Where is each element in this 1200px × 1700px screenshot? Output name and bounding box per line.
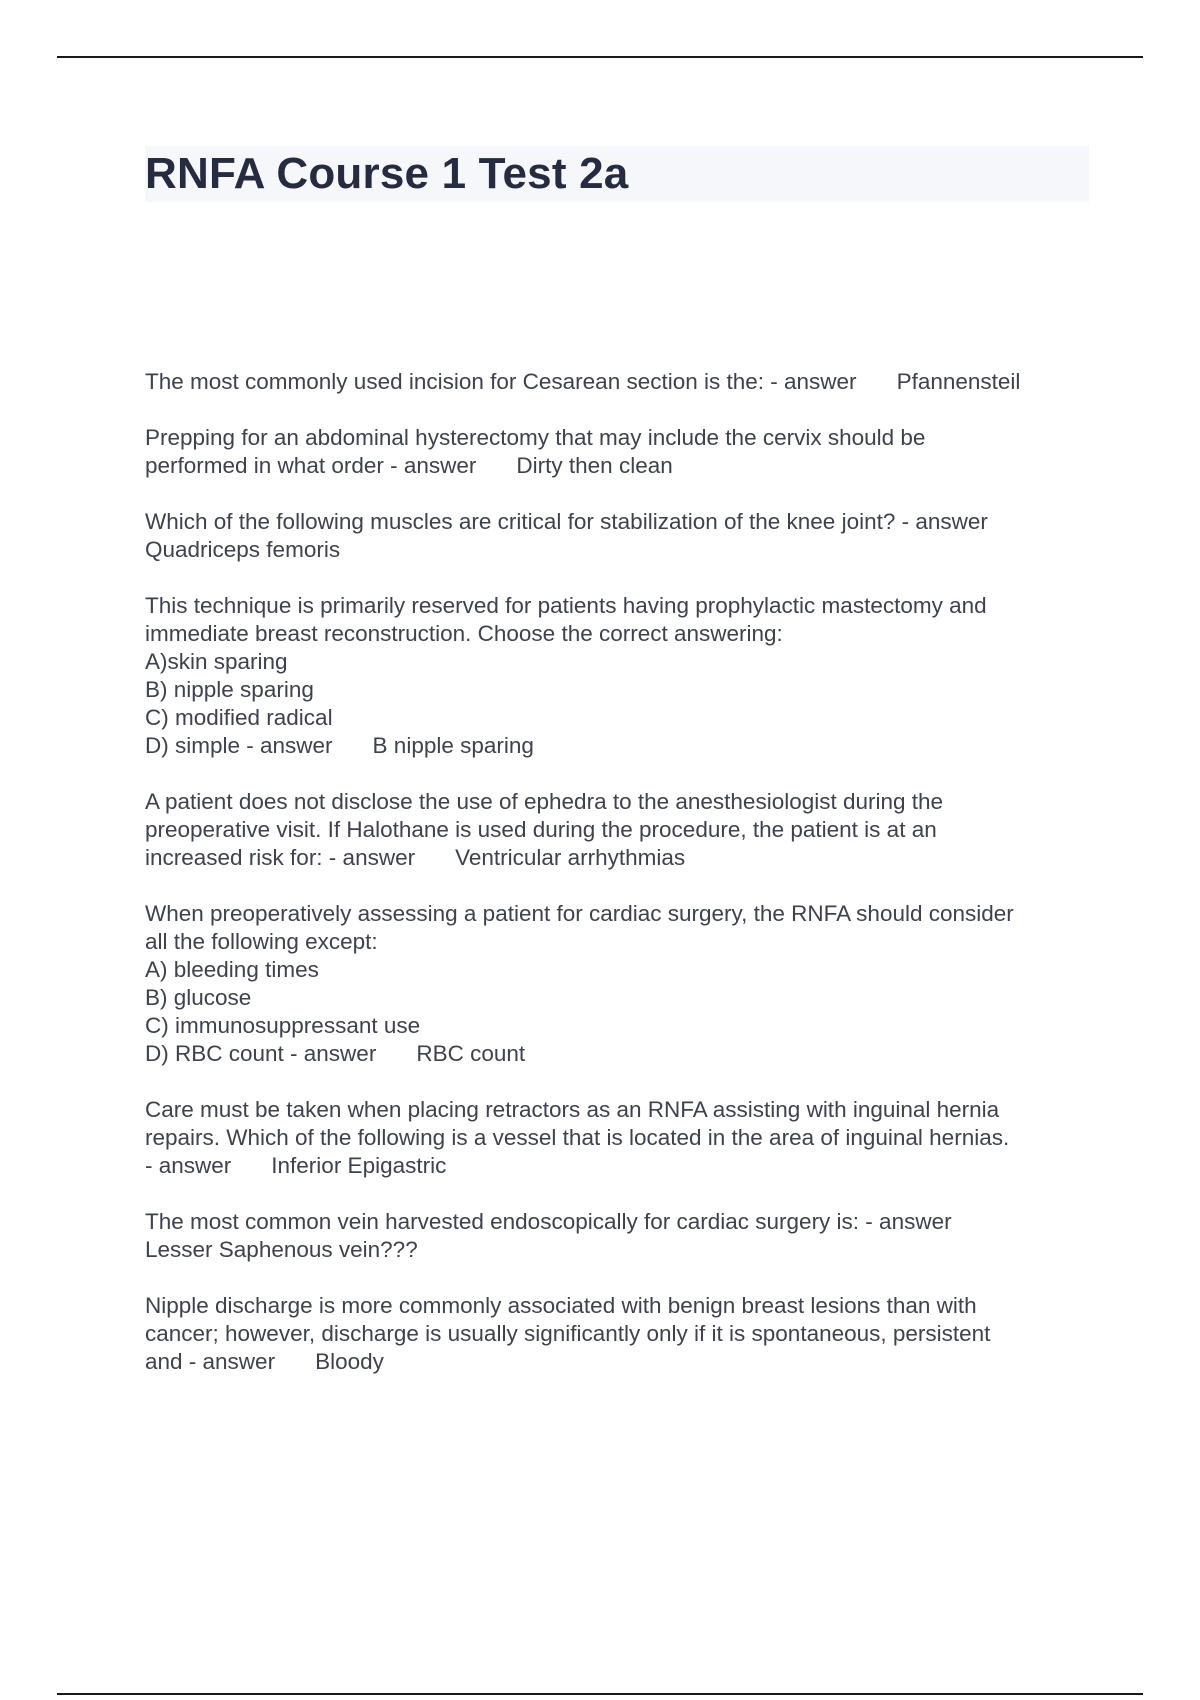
question-text: D) simple - answer (145, 733, 333, 758)
question-text: - answer (145, 1153, 232, 1178)
qa-line (145, 704, 1095, 732)
question-text: A patient does not disclose the use of ephedra to the anesthesiologist during the (145, 789, 944, 814)
qa-line (145, 1292, 1095, 1320)
qa-line (145, 984, 1095, 1012)
question-text: cancer; however, discharge is usually significantly only if it is spontaneous, persistent (145, 1321, 991, 1346)
question-text: immediate breast reconstruction. Choose the correct answering: (145, 621, 783, 646)
qa-item (145, 424, 1095, 480)
question-text: preoperative visit. If Halothane is used during the procedure, the patient is at an (145, 817, 937, 842)
qa-line (145, 1012, 1095, 1040)
answer-text: Dirty then clean (516, 453, 673, 478)
question-text: increased risk for: - answer (145, 845, 416, 870)
qa-line (145, 508, 1095, 536)
qa-line (145, 1348, 1095, 1376)
question-text: C) modified radical (145, 705, 333, 730)
question-text: all the following except: (145, 929, 378, 954)
qa-line (145, 452, 1095, 480)
question-text: Prepping for an abdominal hysterectomy that may include the cervix should be (145, 425, 926, 450)
question-text: Which of the following muscles are critical for stabilization of the knee joint? - answer (145, 509, 988, 534)
qa-item (145, 368, 1095, 396)
qa-line (145, 844, 1095, 872)
qa-line (145, 1096, 1095, 1124)
bottom-rule (57, 1693, 1143, 1695)
qa-line (145, 928, 1095, 956)
qa-line (145, 368, 1095, 396)
page-title: RNFA Course 1 Test 2a (145, 149, 629, 198)
qa-item (145, 1096, 1095, 1180)
question-text: A)skin sparing (145, 649, 288, 674)
question-text: repairs. Which of the following is a vessel that is located in the area of inguinal hernias. (145, 1125, 1010, 1150)
top-rule (57, 56, 1143, 58)
qa-line (145, 900, 1095, 928)
answer-text: Inferior Epigastric (271, 1153, 447, 1178)
question-text: Nipple discharge is more commonly associated with benign breast lesions than with (145, 1293, 977, 1318)
question-text: Care must be taken when placing retractors as an RNFA assisting with inguinal hernia (145, 1097, 1000, 1122)
qa-item (145, 788, 1095, 872)
qa-line (145, 676, 1095, 704)
qa-line (145, 732, 1095, 760)
answer-text: RBC count (416, 1041, 526, 1066)
qa-line (145, 648, 1095, 676)
qa-item (145, 592, 1095, 760)
question-text: The most commonly used incision for Cesarean section is the: - answer (145, 369, 857, 394)
qa-list (145, 368, 1095, 1404)
question-text: C) immunosuppressant use (145, 1013, 421, 1038)
answer-text: Bloody (315, 1349, 384, 1374)
answer-text: Pfannensteil (896, 369, 1021, 394)
question-text: B) glucose (145, 985, 252, 1010)
question-text: D) RBC count - answer (145, 1041, 377, 1066)
qa-line (145, 592, 1095, 620)
answer-text: Ventricular arrhythmias (455, 845, 686, 870)
question-text: B) nipple sparing (145, 677, 314, 702)
qa-line (145, 816, 1095, 844)
qa-line (145, 1236, 1095, 1264)
qa-line (145, 1152, 1095, 1180)
qa-item (145, 900, 1095, 1068)
question-text: This technique is primarily reserved for patients having prophylactic mastectomy and (145, 593, 987, 618)
qa-item (145, 508, 1095, 564)
answer-text: B nipple sparing (372, 733, 534, 758)
qa-line (145, 1124, 1095, 1152)
question-text: A) bleeding times (145, 957, 319, 982)
question-text: Lesser Saphenous vein??? (145, 1237, 418, 1262)
qa-line (145, 1040, 1095, 1068)
qa-item (145, 1292, 1095, 1376)
qa-item (145, 1208, 1095, 1264)
qa-line (145, 536, 1095, 564)
qa-line (145, 424, 1095, 452)
qa-line (145, 1320, 1095, 1348)
question-text: and - answer (145, 1349, 276, 1374)
question-text: performed in what order - answer (145, 453, 477, 478)
question-text: When preoperatively assessing a patient for cardiac surgery, the RNFA should consider (145, 901, 1014, 926)
qa-line (145, 788, 1095, 816)
question-text: Quadriceps femoris (145, 537, 341, 562)
qa-line (145, 956, 1095, 984)
qa-line (145, 620, 1095, 648)
question-text: The most common vein harvested endoscopically for cardiac surgery is: - answer (145, 1209, 952, 1234)
qa-line (145, 1208, 1095, 1236)
